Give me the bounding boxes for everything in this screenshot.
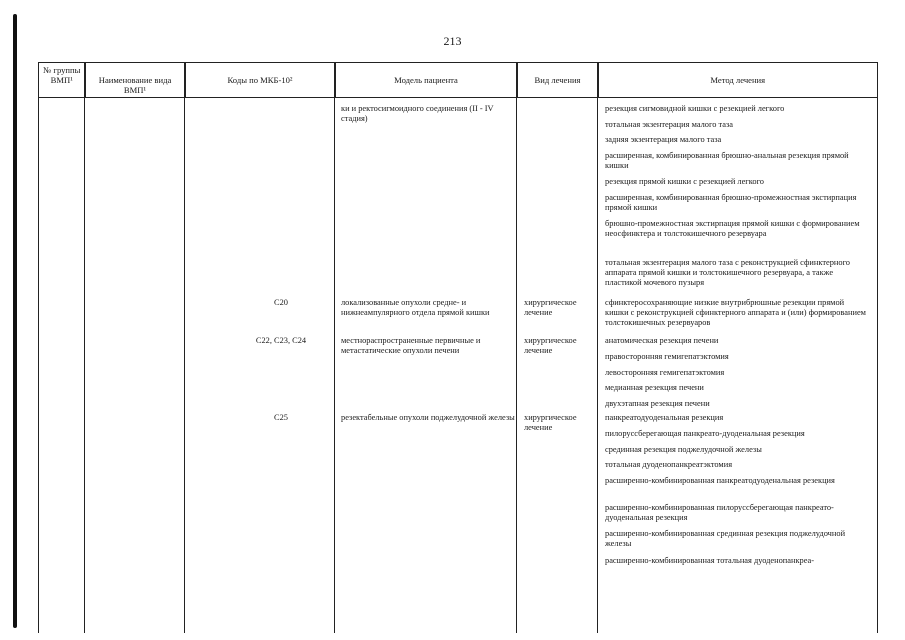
treatment-method: медианная резекция печени (605, 383, 704, 392)
table-header (39, 63, 877, 98)
scan-edge (13, 14, 17, 628)
icd-code: C22, C23, C24 (255, 336, 307, 345)
treatment-method: тотальная экзентерация малого таза с реконструкцией сфинктерного аппарата прямой кишки и толстокишечного резервуара, а также пластикой мочевого пузыря (605, 258, 850, 288)
patient-model: местнораспространенные первичные и метастатические опухоли печени (341, 336, 481, 356)
header-treatment-method: Метод лечения (598, 63, 877, 98)
treatment-method: срединная резекция поджелудочной железы (605, 445, 762, 454)
treatment-method: анатомическая резекция печени (605, 336, 719, 345)
treatment-method: расширенная, комбинированная брюшно-промежностная экстирпация прямой кишки (605, 193, 857, 213)
treatment-method: расширенно-комбинированная тотальная дуоденопанкреа- (605, 556, 815, 565)
treatment-method: задняя экзентерация малого таза (605, 135, 722, 144)
treatment-method: левосторонняя гемигепатэктомия (605, 368, 725, 377)
treatment-method: резекция сигмовидной кишки с резекцией легкого (605, 104, 785, 113)
patient-model: резектабельные опухоли поджелудочной железы (341, 413, 515, 422)
treatment-method: расширенно-комбинированная панкреатодуоденальная резекция (605, 476, 835, 485)
icd-code: C25 (274, 413, 288, 422)
treatment-method: тотальная экзентерация малого таза (605, 120, 733, 129)
header-group-number: № группы ВМП¹ (39, 63, 85, 98)
header-treatment-type: Вид лечения (517, 63, 598, 98)
header-patient-model: Модель пациента (335, 63, 517, 98)
treatment-method: правосторонняя гемигепатэктомия (605, 352, 729, 361)
patient-model: ки и ректосигмоидного соединения (II - IV стадия) (341, 104, 494, 124)
column-divider (84, 63, 85, 633)
treatment-method: сфинктеросохраняющие низкие внутрибрюшные резекции прямой кишки с реконструкцией сфинктерного аппарата и (или) формированием толстокишечных резервуаров (605, 298, 866, 328)
treatment-method: расширенно-комбинированная пилоруссберегающая панкреато-дуоденальная резекция (605, 503, 834, 523)
treatment-method: расширенная, комбинированная брюшно-анальная резекция прямой кишки (605, 151, 849, 171)
treatment-type: хирургическое лечение (524, 336, 577, 356)
treatment-method: двухэтапная резекция печени (605, 399, 710, 408)
icd-code: C20 (274, 298, 288, 307)
treatment-method: брюшно-промежностная экстирпация прямой кишки с формированием неосфинктера и толстокишечного резервуара (605, 219, 860, 239)
treatment-method: тотальная дуоденопанкреатэктомия (605, 460, 733, 469)
page-number: 213 (443, 34, 462, 48)
treatment-method: расширенно-комбинированная срединная резекция поджелудочной железы (605, 529, 846, 549)
treatment-method: пилоруссберегающая панкреато-дуоденальная резекция (605, 429, 805, 438)
column-divider (334, 63, 335, 633)
treatment-type: хирургическое лечение (524, 298, 577, 318)
treatment-type: хирургическое лечение (524, 413, 577, 433)
treatment-method: панкреатодуоденальная резекция (605, 413, 724, 422)
header-hmc-name: Наименование вида ВМП¹ (85, 63, 185, 98)
treatment-method: резекция прямой кишки с резекцией легкого (605, 177, 764, 186)
patient-model: локализованные опухоли средне- и нижнеампулярного отдела прямой кишки (341, 298, 490, 318)
table (38, 62, 878, 633)
column-divider (184, 63, 185, 633)
header-icd-codes: Коды по МКБ-10² (185, 63, 335, 98)
